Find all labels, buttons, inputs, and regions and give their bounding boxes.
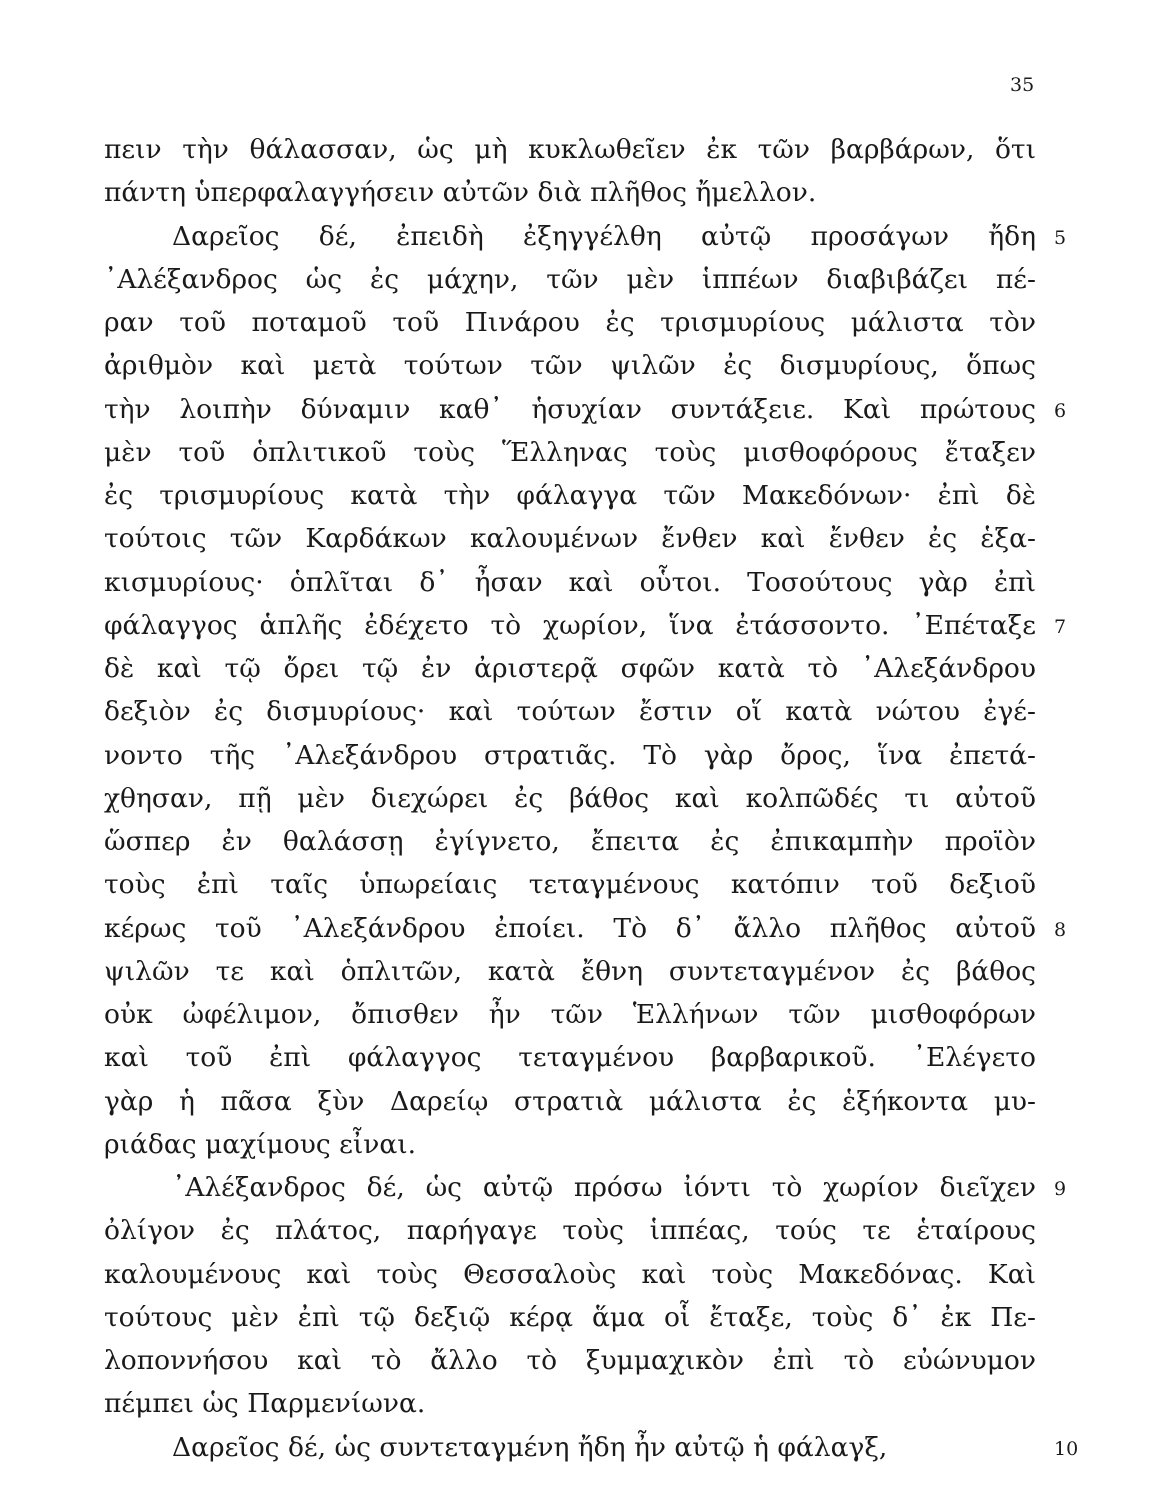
text-line (104, 647, 1044, 690)
line-text: φάλαγγος ἁπλῆς ἐδέχετο τὸ χωρίον, ἵνα ἐτάσσοντο. ᾿Επέταξε (104, 609, 1036, 641)
line-text: τοὺς ἐπὶ ταῖς ὑπωρείαις τεταγμένους κατόπιν τοῦ δεξιοῦ (104, 869, 1036, 901)
text-line (104, 258, 1044, 301)
section-number: 8 (1054, 918, 1067, 941)
text-line (104, 1036, 1044, 1079)
text-line (104, 950, 1044, 993)
text-line (104, 1296, 1044, 1339)
line-text: ὀλίγον ἐς πλάτος, παρήγαγε τοὺς ἱππέας, τούς τε ἑταίρους (104, 1215, 1036, 1247)
text-line (104, 604, 1067, 647)
line-text: ραν τοῦ ποταμοῦ τοῦ Πινάρου ἐς τρισμυρίους μάλιστα τὸν (104, 307, 1036, 338)
line-text: μὲν τοῦ ὁπλιτικοῦ τοὺς Ἕλληνας τοὺς μισθοφόρους ἔταξεν (104, 436, 1036, 468)
text-line (104, 690, 1044, 733)
text-line (104, 777, 1044, 820)
line-text: ᾿Αλέξανδρος δέ, ὡς αὐτῷ πρόσω ἰόντι τὸ χωρίον διεῖχεν (172, 1172, 1036, 1203)
line-text: τούτους μὲν ἐπὶ τῷ δεξιῷ κέρᾳ ἅμα οἷ ἔταξε, τοὺς δ᾿ ἐκ Πε- (104, 1301, 1036, 1333)
text-line (104, 344, 1044, 387)
line-text: ριάδας μαχίμους εἶναι. (104, 1128, 417, 1160)
line-text: πάντη ὑπερφαλαγγήσειν αὐτῶν διὰ πλῆθος ἤμελλον. (104, 177, 817, 209)
text-line (104, 1080, 1044, 1123)
text-line (104, 993, 1044, 1036)
section-number: 7 (1054, 615, 1067, 638)
text-line (104, 820, 1044, 863)
line-text: Δαρεῖος δέ, ὡς συντεταγμένη ἤδη ἦν αὐτῷ ἡ φάλαγξ, (172, 1431, 888, 1463)
text-line (104, 1253, 1044, 1296)
line-text: καλουμένους καὶ τοὺς Θεσσαλοὺς καὶ τοὺς Μακεδόνας. Καὶ (104, 1258, 1036, 1290)
line-text: νοντο τῆς ᾿Αλεξάνδρου στρατιᾶς. Τὸ γὰρ ὄρος, ἵνα ἐπετά- (104, 739, 1036, 771)
line-text: τούτοις τῶν Καρδάκων καλουμένων ἔνθεν καὶ ἔνθεν ἐς ἑξα- (104, 523, 1036, 555)
section-number: 6 (1054, 399, 1067, 422)
line-text: χθησαν, πῇ μὲν διεχώρει ἐς βάθος καὶ κολπῶδές τι αὐτοῦ (104, 782, 1036, 814)
body-text (104, 128, 1079, 1469)
text-line (104, 1426, 1079, 1469)
line-text: Δαρεῖος δέ, ἐπειδὴ ἐξηγγέλθη αὐτῷ προσάγων ἤδη (172, 220, 1036, 252)
line-text: πειν τὴν θάλασσαν, ὡς μὴ κυκλωθεῖεν ἐκ τῶν βαρβάρων, ὅτι (104, 134, 1036, 165)
text-line (104, 561, 1044, 604)
text-line (104, 215, 1067, 258)
text-line (104, 1209, 1044, 1252)
text-line (104, 863, 1044, 906)
section-number: 5 (1054, 226, 1067, 249)
line-text: λοποννήσου καὶ τὸ ἄλλο τὸ ξυμμαχικὸν ἐπὶ τὸ εὐώνυμον (104, 1345, 1036, 1376)
text-line (104, 128, 1044, 171)
page-number: 35 (1010, 74, 1035, 96)
line-text: γὰρ ἡ πᾶσα ξὺν Δαρείῳ στρατιὰ μάλιστα ἐς ἑξήκοντα μυ- (104, 1085, 1036, 1117)
line-text: κισμυρίους· ὁπλῖται δ᾿ ἦσαν καὶ οὗτοι. Τοσούτους γὰρ ἐπὶ (104, 566, 1036, 598)
line-text: οὐκ ὠφέλιμον, ὄπισθεν ἦν τῶν Ἑλλήνων τῶν μισθοφόρων (104, 999, 1036, 1030)
line-text: δεξιὸν ἐς δισμυρίους· καὶ τούτων ἔστιν οἵ κατὰ νώτου ἐγέ- (104, 696, 1036, 728)
text-line (104, 171, 1044, 214)
text-line (104, 1166, 1067, 1209)
text-line (104, 388, 1067, 431)
line-text: ἐς τρισμυρίους κατὰ τὴν φάλαγγα τῶν Μακεδόνων· ἐπὶ δὲ (104, 480, 1036, 511)
line-text: ᾿Αλέξανδρος ὡς ἐς μάχην, τῶν μὲν ἱππέων διαβιβάζει πέ- (104, 263, 1036, 295)
line-text: ὥσπερ ἐν θαλάσσῃ ἐγίγνετο, ἔπειτα ἐς ἐπικαμπὴν προϊὸν (104, 826, 1036, 857)
text-line (104, 474, 1044, 517)
line-text: πέμπει ὡς Παρμενίωνα. (104, 1388, 426, 1420)
line-text: δὲ καὶ τῷ ὄρει τῷ ἐν ἀριστερᾷ σφῶν κατὰ τὸ ᾿Αλεξάνδρου (104, 653, 1036, 684)
line-text: τὴν λοιπὴν δύναμιν καθ᾿ ἡσυχίαν συντάξειε. Καὶ πρώτους (104, 393, 1036, 425)
line-text: κέρως τοῦ ᾿Αλεξάνδρου ἐποίει. Τὸ δ᾿ ἄλλο πλῆθος αὐτοῦ (104, 912, 1036, 944)
text-line (104, 301, 1044, 344)
text-line (104, 1123, 1044, 1166)
section-number: 10 (1054, 1437, 1079, 1460)
text-line (104, 517, 1044, 560)
text-line (104, 1382, 1044, 1425)
line-text: καὶ τοῦ ἐπὶ φάλαγγος τεταγμένου βαρβαρικοῦ. ᾿Ελέγετο (104, 1042, 1036, 1074)
line-text: ἀριθμὸν καὶ μετὰ τούτων τῶν ψιλῶν ἐς δισμυρίους, ὅπως (104, 350, 1036, 382)
text-line (104, 907, 1067, 950)
text-line (104, 431, 1044, 474)
text-line (104, 1339, 1044, 1382)
section-number: 9 (1054, 1178, 1067, 1200)
line-text: ψιλῶν τε καὶ ὁπλιτῶν, κατὰ ἔθνη συντεταγμένον ἐς βάθος (104, 955, 1036, 987)
text-line (104, 734, 1044, 777)
